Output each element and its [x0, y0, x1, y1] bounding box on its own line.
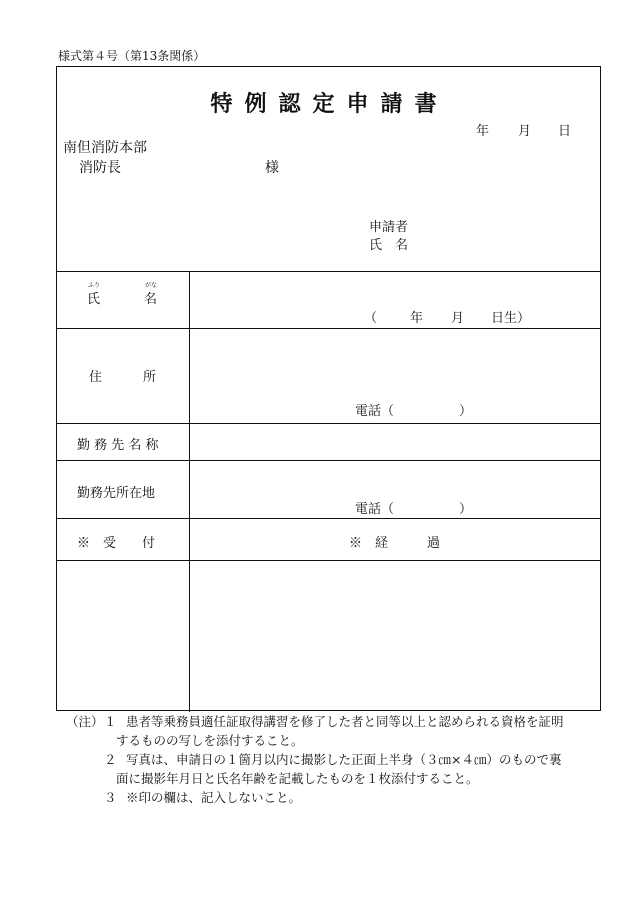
application-form-frame	[56, 66, 601, 711]
note-number: １	[104, 714, 117, 729]
notes-prefix: （注）	[66, 714, 104, 729]
row-divider	[57, 560, 600, 561]
row-divider	[57, 271, 600, 272]
row-divider	[57, 460, 600, 461]
form-title: 特例認定申請書	[210, 91, 449, 117]
note-text: 患者等乗務員適任証取得講習を修了した者と同等以上と認められる資格を証明	[126, 714, 564, 729]
form-number-label: 様式第４号（第13条関係）	[58, 49, 206, 63]
applicant-label: 申請者	[369, 220, 409, 235]
address-label-1: 住	[89, 370, 103, 385]
workplace-phone: 電話（ ）	[355, 502, 473, 517]
addressee-honorific: 様	[265, 160, 279, 176]
note-number: ２	[104, 752, 117, 767]
progress-label: ※ 経 過	[349, 536, 441, 551]
workplace-name-label: 勤 務 先 名 称	[77, 438, 159, 453]
notes-section	[58, 712, 618, 807]
note-text-continued: するものの写しを添付すること。	[116, 733, 304, 748]
birth-open-paren: （	[364, 311, 378, 326]
birth-month: 月	[451, 311, 465, 326]
note-text: 写真は、申請日の１箇月以内に撮影した正面上半身（３㎝×４㎝）のもので裏	[126, 752, 562, 767]
birth-day: 日生）	[491, 311, 531, 326]
row-divider	[57, 518, 600, 519]
receipt-label: ※ 受 付	[77, 536, 156, 551]
addressee-org: 南但消防本部	[63, 140, 147, 156]
column-divider	[189, 271, 190, 712]
addressee-position: 消防長	[79, 160, 121, 176]
address-phone: 電話（ ）	[355, 404, 473, 419]
row-divider	[57, 328, 600, 329]
note-text-continued: 面に撮影年月日と氏名年齢を記載したものを１枚添付すること。	[116, 771, 479, 786]
birth-year: 年	[410, 311, 424, 326]
date-month: 月	[518, 124, 532, 139]
note-text: ※印の欄は、記入しないこと。	[126, 790, 302, 805]
address-label-2: 所	[143, 370, 157, 385]
name-label-2: 名	[144, 292, 158, 307]
note-number: ３	[104, 790, 117, 805]
row-divider	[57, 423, 600, 424]
furigana-ruby-1: ふり	[88, 282, 101, 289]
name-label-1: 氏	[87, 292, 101, 307]
date-day: 日	[558, 124, 572, 139]
furigana-ruby-2: がな	[145, 282, 158, 289]
workplace-address-label: 勤務先所在地	[77, 486, 156, 501]
date-year: 年	[476, 124, 490, 139]
applicant-name-label: 氏 名	[369, 238, 409, 253]
